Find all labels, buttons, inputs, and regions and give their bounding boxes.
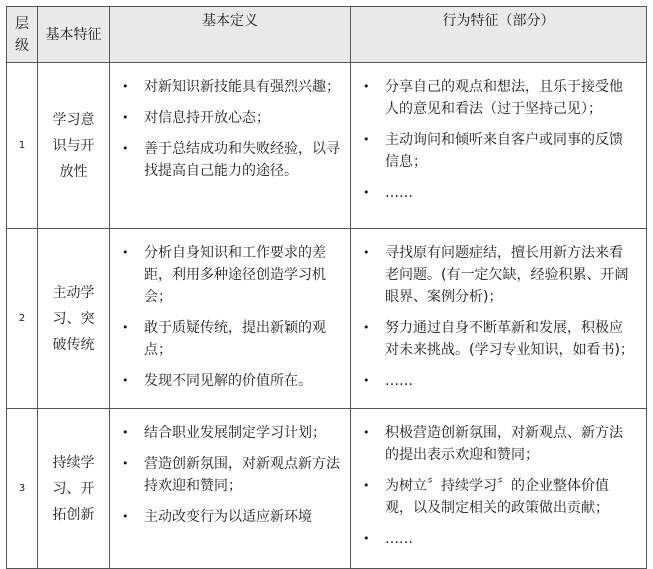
behavior-text: 主动询问和倾听来自客户或同事的反馈信息； (385, 132, 623, 170)
bullet-icon: • (122, 510, 129, 523)
definition-text: 发现不同见解的价值所在。 (144, 373, 312, 389)
behavior-cell (351, 229, 647, 409)
header-level (7, 7, 38, 63)
behavior-text: …… (385, 373, 413, 389)
bullet-icon: • (363, 532, 370, 545)
header-level-text: 层级 (15, 15, 29, 54)
list-item (118, 422, 340, 444)
bullet-icon: • (363, 246, 370, 259)
table-row (7, 409, 647, 569)
behavior-cell (351, 63, 647, 229)
behavior-text: 努力通过自身不断革新和发展，积极应对未来挑战。(学习专业知识，如看书)； (385, 320, 634, 358)
definition-text: 结合职业发展制定学习计划； (144, 425, 326, 441)
behavior-text: 为树立〞持续学习〞的企业整体价值观，以及制定相关的政策做出贡献； (385, 478, 609, 516)
list-item (118, 76, 340, 98)
definition-cell (110, 409, 351, 569)
bullet-icon: • (363, 321, 370, 334)
list-item (118, 506, 340, 528)
header-definition (110, 7, 351, 63)
definition-text: 敢于质疑传统，提出新颖的观点； (144, 320, 326, 358)
header-behavior (351, 7, 647, 63)
header-row (7, 7, 647, 63)
table-row (7, 229, 647, 409)
list-item (359, 76, 636, 120)
table-row (7, 63, 647, 229)
list-item (118, 317, 340, 361)
level-cell: 2 (7, 229, 38, 409)
list-item (359, 370, 636, 392)
behavior-text: …… (385, 185, 413, 201)
behavior-text: …… (385, 531, 413, 547)
definition-text: 对信息持开放心态； (144, 110, 270, 126)
bullet-icon: • (122, 80, 129, 93)
header-behavior-text: 行为特征（部分） (442, 12, 555, 29)
bullet-icon: • (122, 246, 129, 259)
definition-cell (110, 229, 351, 409)
bullet-icon: • (363, 186, 370, 199)
level-cell: 3 (7, 409, 38, 569)
list-item (118, 242, 340, 308)
behavior-text: 积极营造创新氛围，对新观点、新方法的提出表示欢迎和赞同； (385, 425, 623, 463)
level-cell: 1 (7, 63, 38, 229)
list-item (118, 370, 340, 392)
feature-cell (38, 229, 110, 409)
bullet-icon: • (363, 426, 370, 439)
behavior-text: 分享自己的观点和想法，且乐于接受他人的意见和看法（过于坚持己见）； (385, 79, 623, 117)
bullet-icon: • (363, 133, 370, 146)
list-item (118, 453, 340, 497)
header-feature-text: 基本特征 (45, 26, 102, 43)
header-definition-text: 基本定义 (202, 12, 258, 29)
list-item (359, 317, 636, 361)
list-item (359, 129, 636, 173)
header-feature (38, 7, 110, 63)
bullet-icon: • (122, 426, 129, 439)
behavior-text: 寻找原有问题症结，擅长用新方法来看老问题。(有一定欠缺，经验积累、开阔眼界、案例分析)； (385, 245, 629, 305)
bullet-icon: • (363, 374, 370, 387)
list-item (118, 107, 340, 129)
list-item (359, 242, 636, 308)
list-item (359, 475, 636, 519)
feature-text: 持续学习、开拓创新 (52, 454, 95, 523)
bullet-icon: • (122, 321, 129, 334)
definition-text: 分析自身知识和工作要求的差距，利用多种途径创造学习机会； (144, 245, 326, 305)
definition-text: 主动改变行为以适应新环境 (144, 509, 312, 525)
bullet-icon: • (363, 479, 370, 492)
list-item (359, 182, 636, 204)
list-item (359, 528, 636, 550)
feature-text: 学习意识与开放性 (52, 111, 95, 180)
definition-text: 营造创新氛围，对新观点新方法持欢迎和赞同； (144, 456, 340, 494)
bullet-icon: • (122, 142, 129, 155)
competency-table (6, 6, 647, 569)
bullet-icon: • (122, 374, 129, 387)
behavior-cell (351, 409, 647, 569)
feature-cell (38, 63, 110, 229)
feature-text: 主动学习、突破传统 (52, 284, 95, 353)
definition-text: 善于总结成功和失败经验，以寻找提高自己能力的途径。 (144, 141, 340, 179)
feature-cell (38, 409, 110, 569)
bullet-icon: • (122, 111, 129, 124)
definition-text: 对新知识新技能具有强烈兴趣； (144, 79, 340, 95)
bullet-icon: • (122, 457, 129, 470)
definition-cell (110, 63, 351, 229)
list-item (359, 422, 636, 466)
list-item (118, 138, 340, 182)
bullet-icon: • (363, 80, 370, 93)
